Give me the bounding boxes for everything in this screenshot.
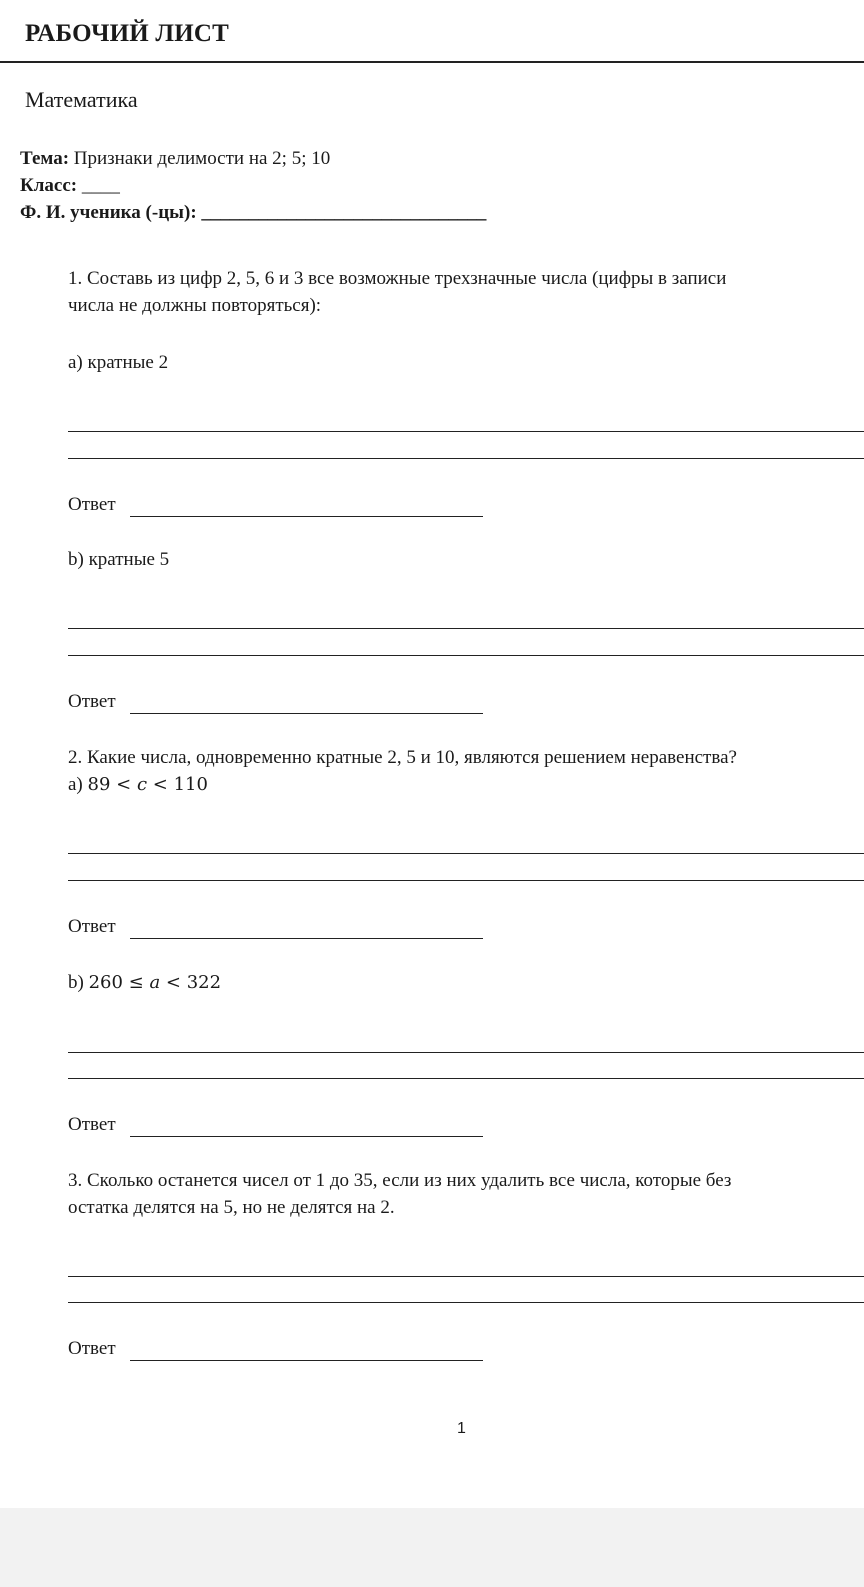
topic-label: Тема: <box>20 148 70 169</box>
answer-label: Ответ <box>68 1114 116 1135</box>
work-line <box>68 1276 864 1277</box>
subject-name: Математика <box>25 87 138 112</box>
student-blank: ______________________________ <box>201 202 487 223</box>
work-line <box>68 853 864 854</box>
question-2b-prefix: b) <box>68 972 89 993</box>
student-row <box>20 202 486 224</box>
answer-label: Ответ <box>68 916 116 937</box>
answer-row <box>68 1338 116 1360</box>
page-number: 1 <box>457 1420 466 1437</box>
topic-row <box>20 148 330 170</box>
class-label: Класс: <box>20 175 78 196</box>
question-3-text-cont: остатка делятся на 5, но не делятся на 2. <box>68 1197 395 1218</box>
question-1-text-cont: числа не должны повторяться): <box>68 295 322 316</box>
question-2a <box>68 774 208 796</box>
inequality-2b: 260 ≤ a < 322 <box>88 972 222 993</box>
work-line <box>68 1078 864 1079</box>
inequality-2a: 89 < c < 110 <box>87 774 208 795</box>
work-line <box>68 431 864 432</box>
answer-label: Ответ <box>68 691 116 712</box>
work-line <box>68 628 864 629</box>
header-divider <box>0 61 864 63</box>
answer-line <box>130 516 483 517</box>
answer-line <box>130 938 483 939</box>
answer-row <box>68 494 116 516</box>
worksheet-title: РАБОЧИЙ ЛИСТ <box>25 20 229 47</box>
answer-row <box>68 691 116 713</box>
work-line <box>68 880 864 881</box>
question-1-text: 1. Составь из цифр 2, 5, 6 и 3 все возможные трехзначные числа (цифры в записи <box>68 268 727 289</box>
topic-value: Признаки делимости на 2; 5; 10 <box>73 148 331 169</box>
answer-label: Ответ <box>68 1338 116 1359</box>
page-footer-band <box>0 1508 864 1587</box>
work-line <box>68 1302 864 1303</box>
answer-row <box>68 1114 116 1136</box>
work-line <box>68 458 864 459</box>
work-line <box>68 1052 864 1053</box>
question-3-text: 3. Сколько останется чисел от 1 до 35, если из них удалить все числа, которые без <box>68 1170 732 1191</box>
answer-line <box>130 713 483 714</box>
question-1b: b) кратные 5 <box>68 549 170 570</box>
question-1a: a) кратные 2 <box>68 352 169 373</box>
work-line <box>68 655 864 656</box>
question-2b <box>68 972 221 994</box>
answer-label: Ответ <box>68 494 116 515</box>
question-2a-prefix: a) <box>68 774 88 795</box>
student-label: Ф. И. ученика (-цы): <box>20 202 197 223</box>
question-2-text: 2. Какие числа, одновременно кратные 2, 5 и 10, являются решением неравенства? <box>68 747 737 768</box>
answer-row <box>68 916 116 938</box>
class-blank: ____ <box>81 175 120 196</box>
class-row <box>20 175 120 197</box>
answer-line <box>130 1360 483 1361</box>
answer-line <box>130 1136 483 1137</box>
